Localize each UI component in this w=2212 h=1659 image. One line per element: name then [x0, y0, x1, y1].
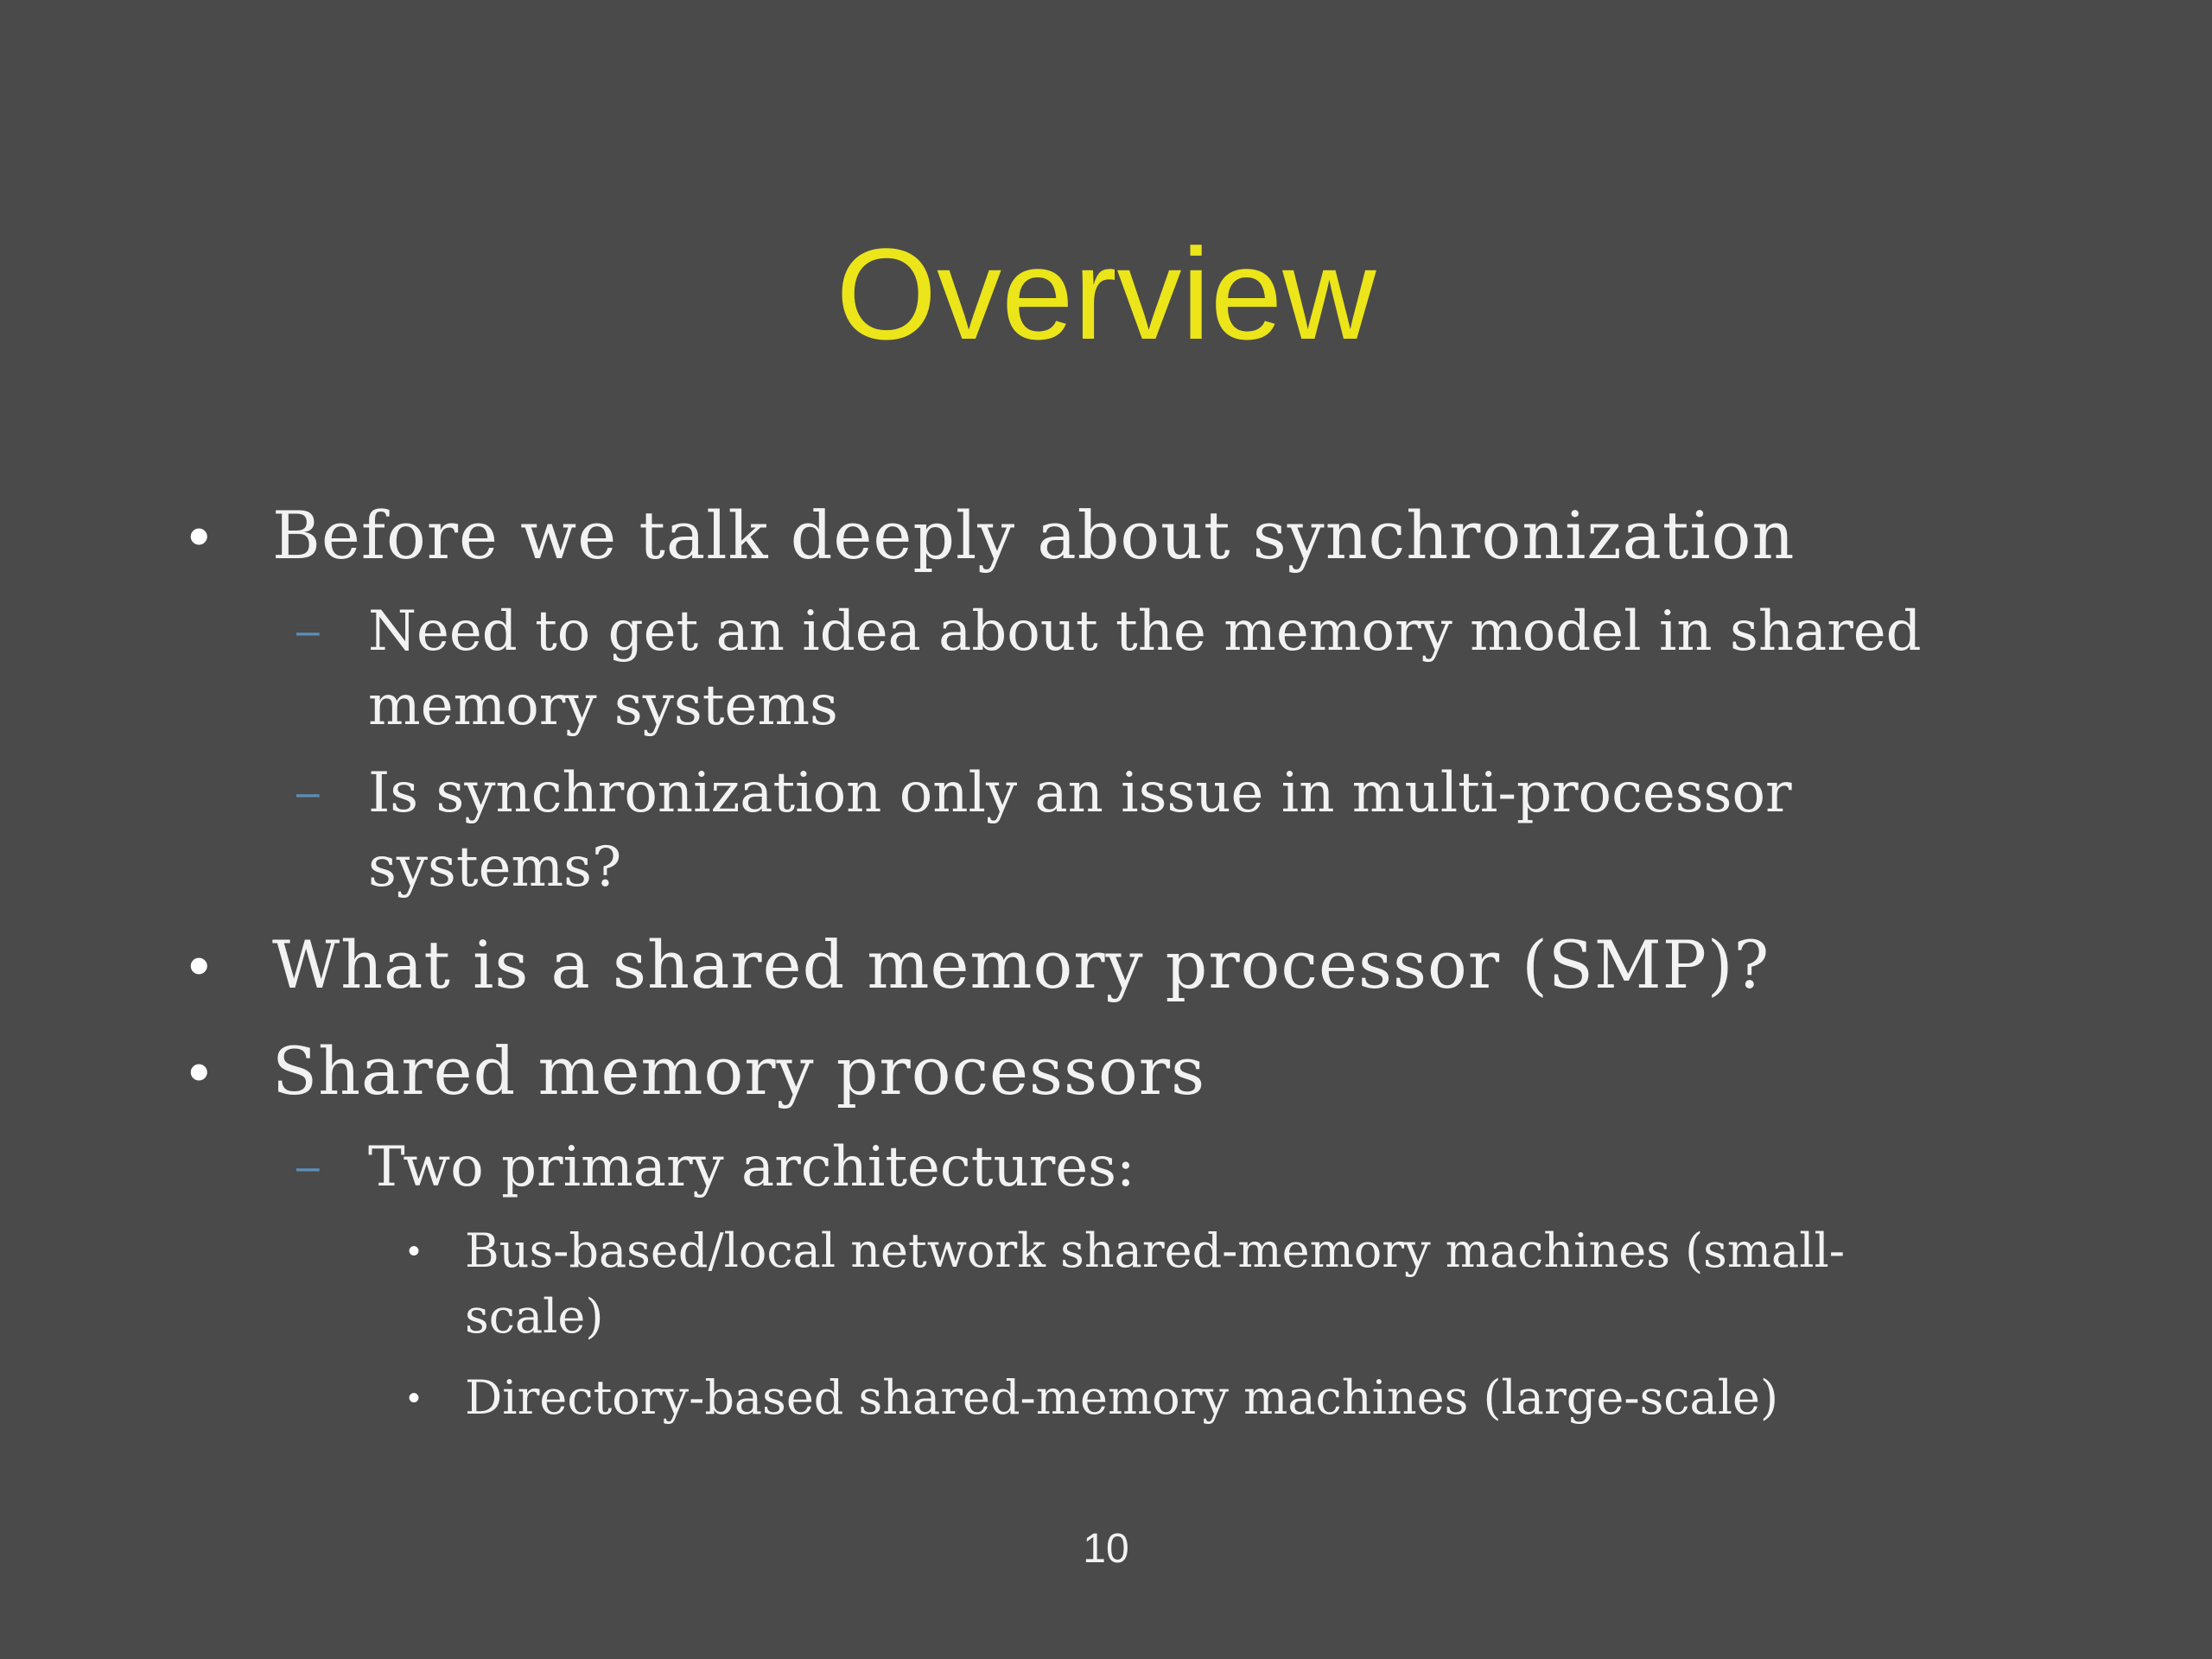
page-number: 10: [1083, 1526, 1129, 1572]
sub-sub-bullet-text: scale): [465, 1289, 604, 1344]
small-bullet-icon: •: [408, 1232, 421, 1270]
bullet-text: Shared memory processors: [272, 1033, 1206, 1109]
sub-bullet-text: Need to get an idea about the memory model in shared: [368, 600, 1922, 664]
sub-sub-bullet-text: Bus-based/local network shared-memory machines (small-: [465, 1224, 1846, 1278]
bullet-icon: •: [188, 502, 210, 569]
slide-title: Overview: [836, 221, 1376, 366]
sub-bullet-text: Two primary architectures:: [368, 1135, 1135, 1199]
dash-icon: –: [296, 608, 320, 654]
sub-bullet-text: memory systems: [368, 674, 838, 738]
dash-icon: –: [296, 770, 320, 816]
bullet-icon: •: [188, 931, 210, 999]
dash-icon: –: [296, 1144, 320, 1190]
bullet-text: What is a shared memory processor (SMP)?: [272, 926, 1770, 1003]
small-bullet-icon: •: [408, 1379, 421, 1417]
sub-bullet-text: systems?: [368, 836, 622, 899]
sub-sub-bullet-text: Directory-based shared-memory machines (large-scale): [465, 1370, 1779, 1425]
bullet-text: Before we talk deeply about synchronization: [272, 497, 1796, 574]
sub-bullet-text: Is synchronization only an issue in multi-processor: [368, 761, 1792, 825]
bullet-icon: •: [188, 1038, 210, 1105]
